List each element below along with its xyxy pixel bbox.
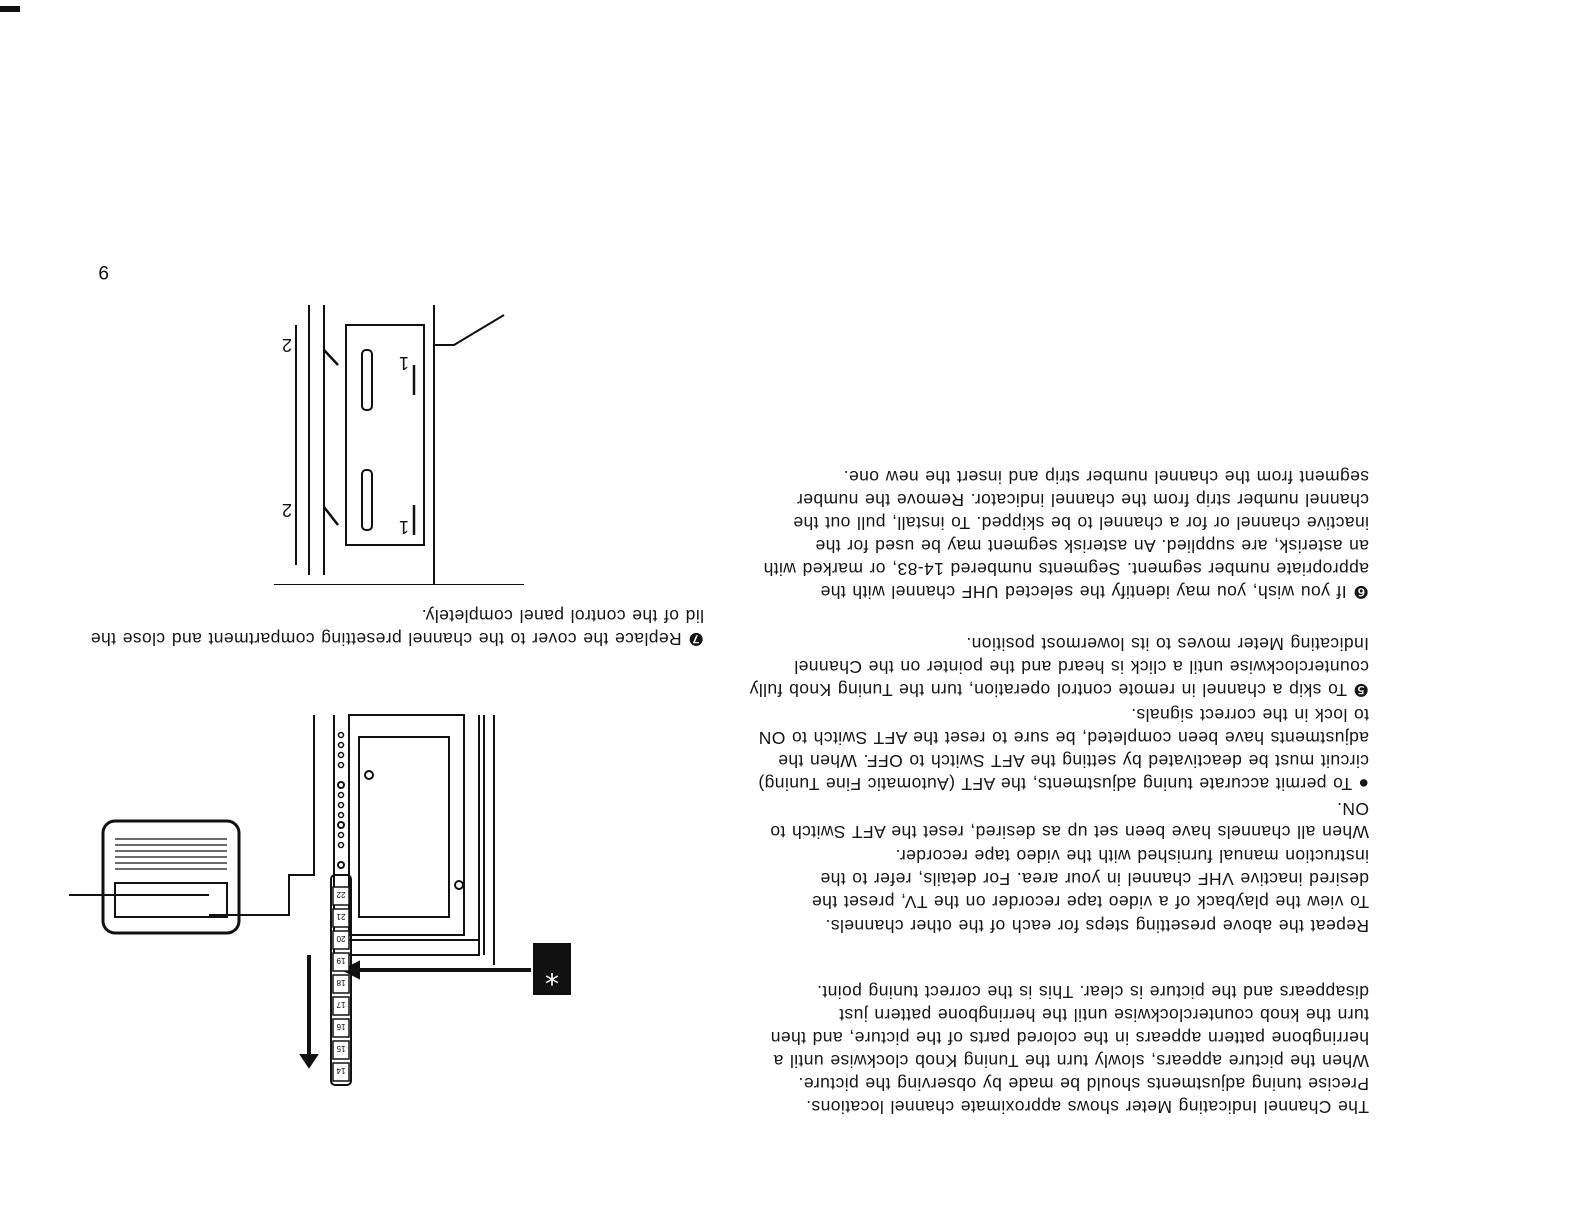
paragraph-aft-bullet: ● To permit accurate tuning adjustments, the AFT (Automatic Fine Tuning) circuit must be deactivated by setting the AFT Switch to OFF. When the adjustments have been completed, be sure to reset the AFT Switch to ON to lock in the correct signals.	[758, 705, 1369, 794]
paragraph-vtr: To view the playback of a video tape recorder on the TV, preset the desired inactive VHF channel in your area. For details, refer to the instruction manual furnished with the video tape recorder.	[811, 846, 1369, 912]
label-1-upper: 1	[398, 353, 409, 373]
paragraph-step-5: ❺ To skip a channel in remote control operation, turn the Tuning Knob fully counterclockwise until a click is heard and the pointer on the Channel Indicating Meter moves to its lowermost position.	[749, 634, 1369, 700]
paragraph-repeat: Repeat the above presetting steps for each of the other channels.	[825, 916, 1369, 936]
tuner-window-inset	[101, 819, 241, 935]
cover-replacement-figure	[274, 305, 524, 585]
callout-asterisk: *	[545, 958, 559, 991]
paragraph-step-6: ❻ If you wish, you may identify the selected UHF channel with the appropriate number segment. Segments numbered 14-83, or marked with an asterisk, are supplied. An asterisk segment may be used for the inactive channel or for a channel to be skipped. To install, pull out the channel number strip from the channel indicator. Remove the number segment from the channel number strip and insert the new one.	[763, 467, 1369, 602]
page-number: 9	[98, 261, 109, 282]
strip-segment-label: 21	[336, 912, 346, 921]
strip-segment-label: 14	[336, 1066, 346, 1075]
strip-segment-label: 16	[336, 1022, 346, 1031]
label-1-lower: 1	[398, 517, 409, 537]
strip-segment-label: 18	[336, 978, 346, 987]
strip-segment-label: 20	[336, 934, 346, 943]
strip-segment-label: 19	[336, 956, 346, 965]
strip-segment-label: 17	[336, 1000, 346, 1009]
label-2-upper: 2	[281, 335, 292, 355]
label-2-lower: 2	[281, 500, 292, 520]
paragraph-aft-on: When all channels have been set up as desired, reset the AFT Switch to ON.	[769, 799, 1369, 842]
paragraph-meter: The Channel Indicating Meter shows approximate channel locations. Precise tuning adjustments should be made by observing the picture. When the picture appears, slowly turn the Tuning Knob clockwise until a herringbone pattern appears in the colored parts of the picture, and then turn the knob counterclockwise until the herringbone pattern just disappears and the picture is clear. This is the correct tuning point.	[770, 982, 1369, 1117]
strip-segment-label: 15	[336, 1044, 346, 1053]
paragraph-step-7: ❼ Replace the cover to the channel presetting compartment and close the lid of the control panel completely.	[90, 606, 704, 649]
scan-edge-mark	[0, 6, 20, 12]
strip-segment-label: 22	[336, 890, 346, 899]
